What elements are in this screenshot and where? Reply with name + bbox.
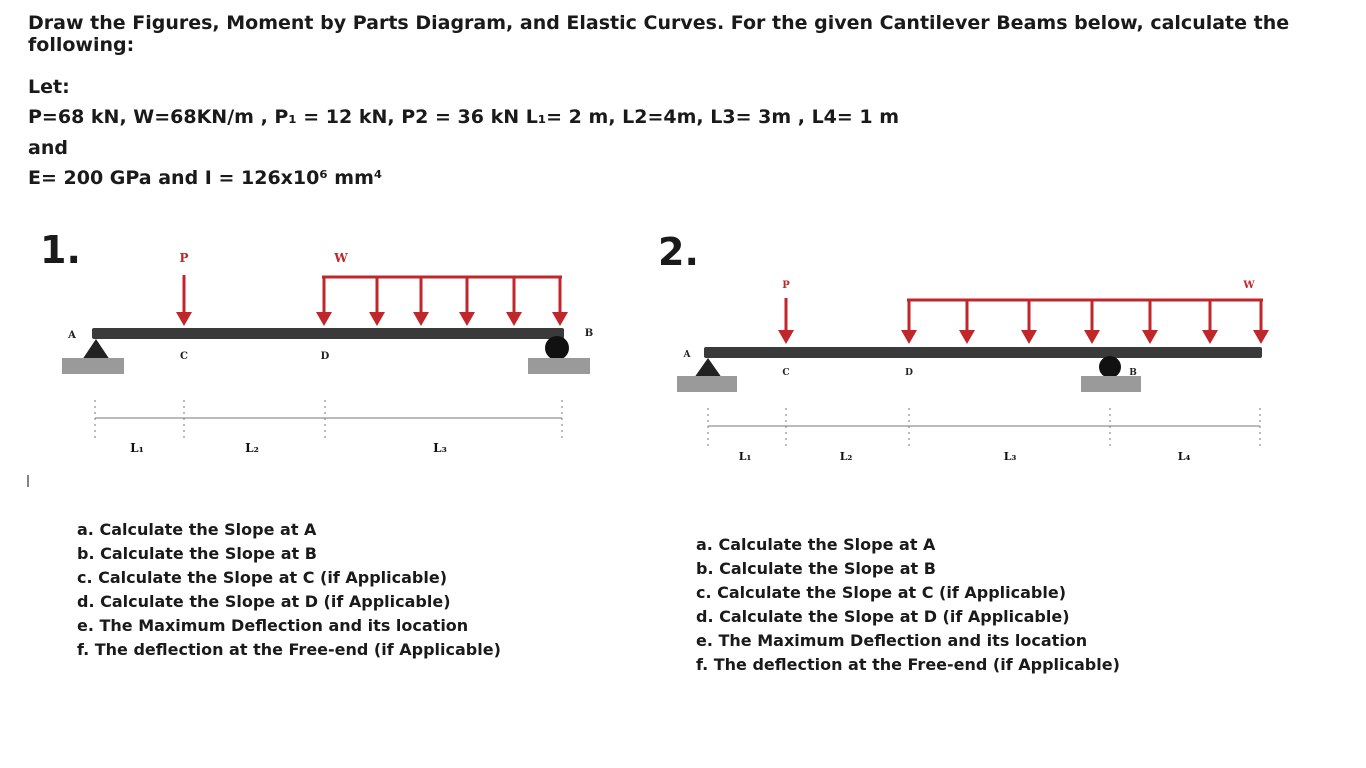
- distributed-load-arrows: [909, 300, 1261, 333]
- problem-statement: Draw the Figures, Moment by Parts Diagram, and Elastic Curves. For the given Cantilever Beams below, calculate the following:: [28, 12, 1290, 56]
- questions-2: [696, 533, 1120, 677]
- load-w-label: W: [1243, 280, 1255, 291]
- point-load-arrowhead: [778, 330, 794, 344]
- question-item: b. Calculate the Slope at B: [77, 544, 317, 563]
- question-item: b. Calculate the Slope at B: [696, 559, 936, 578]
- ground-a: [62, 358, 124, 374]
- load-p-label: P: [179, 251, 189, 265]
- span-l1-label: L₁: [738, 450, 752, 463]
- load-w-label: W: [334, 251, 348, 265]
- pin-support-a: [694, 358, 722, 378]
- roller-support-b: [1099, 356, 1121, 378]
- ground-b: [1081, 376, 1141, 392]
- problem-1-number: 1.: [40, 228, 81, 272]
- point-a-label: A: [68, 330, 76, 341]
- question-item: f. The deflection at the Free-end (if Applicable): [77, 640, 501, 659]
- span-l3-label: L₃: [1003, 450, 1017, 463]
- question-item: e. The Maximum Deflection and its location: [77, 616, 469, 635]
- beam-1: [92, 328, 564, 339]
- span-l2-label: L₂: [245, 441, 259, 455]
- question-item: a. Calculate the Slope at A: [77, 520, 317, 539]
- point-c-label: C: [180, 351, 188, 362]
- span-l2-label: L₂: [839, 450, 853, 463]
- question-item: d. Calculate the Slope at D (if Applicable): [77, 592, 451, 611]
- and-label: and: [28, 137, 68, 159]
- let-label: Let:: [28, 76, 70, 98]
- question-item: f. The deflection at the Free-end (if Applicable): [696, 655, 1120, 674]
- beam-diagram-2: [677, 280, 1269, 463]
- dimension-line-2: [708, 408, 1260, 446]
- span-l3-label: L₃: [433, 441, 447, 455]
- point-b-label: B: [1129, 368, 1137, 378]
- roller-support-b: [545, 336, 569, 360]
- question-item: d. Calculate the Slope at D (if Applicable): [696, 607, 1070, 626]
- beam-diagram-1: [62, 251, 593, 455]
- question-item: a. Calculate the Slope at A: [696, 535, 936, 554]
- point-a-label: A: [683, 350, 691, 360]
- point-b-label: B: [584, 328, 594, 339]
- ground-b: [528, 358, 590, 374]
- material-properties: E= 200 GPa and I = 126x10⁶ mm⁴: [28, 167, 383, 189]
- span-l4-label: L₄: [1177, 450, 1191, 463]
- ground-a: [677, 376, 737, 392]
- point-d-label: D: [320, 351, 330, 362]
- span-l1-label: L₁: [130, 441, 144, 455]
- question-item: c. Calculate the Slope at C (if Applicable): [696, 583, 1067, 602]
- pin-support-a: [82, 339, 110, 360]
- beam-2: [704, 347, 1262, 358]
- given-values: P=68 kN, W=68KN/m , P₁ = 12 kN, P2 = 36 kN L₁= 2 m, L2=4m, L3= 3m , L4= 1 m: [28, 106, 900, 128]
- question-item: c. Calculate the Slope at C (if Applicable): [77, 568, 448, 587]
- problem-2-number: 2.: [658, 230, 699, 274]
- load-p-label: P: [782, 280, 790, 291]
- distributed-load-arrows: [324, 277, 560, 315]
- point-d-label: D: [905, 368, 913, 378]
- point-c-label: C: [782, 368, 790, 378]
- questions-1: [77, 518, 501, 662]
- question-item: e. The Maximum Deflection and its location: [696, 631, 1088, 650]
- dimension-line-1: [95, 400, 562, 440]
- point-load-arrowhead: [176, 312, 192, 326]
